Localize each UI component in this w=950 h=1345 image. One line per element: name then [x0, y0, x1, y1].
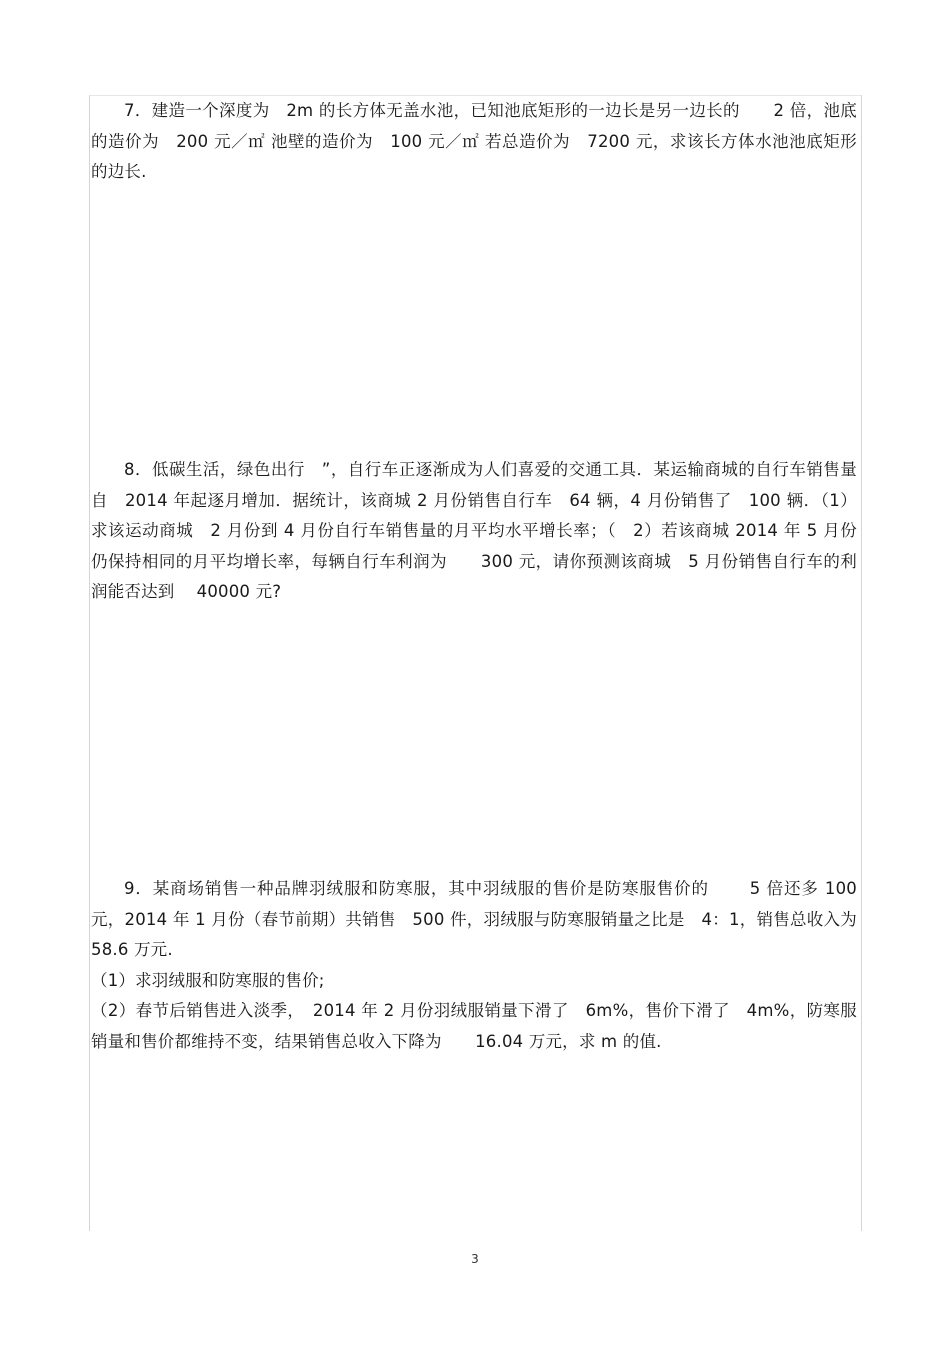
problem-8-text: 8．低碳生活，绿色出行 ”，自行车正逐渐成为人们喜爱的交通工具．某运输商城的自行车销售量自 2014 年起逐月增加．据统计，该商城 2 月份销售自行车 64 辆，4 月份销售了 100 辆．（1）求该运动商城 2 月份到 4 月份自行车销售量的月平均水平增长率；（ 2）若该商城 2014 年 5 月份仍保持相同的月平均增长率，每辆自行车利润为 300 元，请你预测该商城 5 月份销售自行车的利润能否达到 40000 元? — [91, 460, 857, 601]
problem-9 — [91, 874, 874, 1057]
problem-7-text: 7．建造一个深度为 2m 的长方体无盖水池，已知池底矩形的一边长是另一边长的 2 倍，池底的造价为 200 元／㎡ 池壁的造价为 100 元／㎡ 若总造价为 7200 元，求该长方体水池池底矩形的边长. — [91, 101, 857, 181]
page-number: 3 — [471, 1252, 479, 1266]
problem-7 — [91, 96, 857, 188]
problem-9-text: 9．某商场销售一种品牌羽绒服和防寒服，其中羽绒服的售价是防寒服售价的 5 倍还多 100 元，2014 年 1 月份（春节前期）共销售 500 件，羽绒服与防寒服销量之比是 4：1，销售总收入为 58.6 万元. — [91, 879, 874, 959]
problem-8 — [91, 455, 857, 608]
content-frame — [89, 95, 874, 1231]
problem-9-part-2: （2）春节后销售进入淡季， 2014 年 2 月份羽绒服销量下滑了 6m%，售价下滑了 4m%，防寒服销量和售价都维持不变，结果销售总收入下降为 16.04 万元，求 m 的值. — [91, 1001, 857, 1051]
problem-9-part-1: （1）求羽绒服和防寒服的售价; — [91, 970, 325, 990]
